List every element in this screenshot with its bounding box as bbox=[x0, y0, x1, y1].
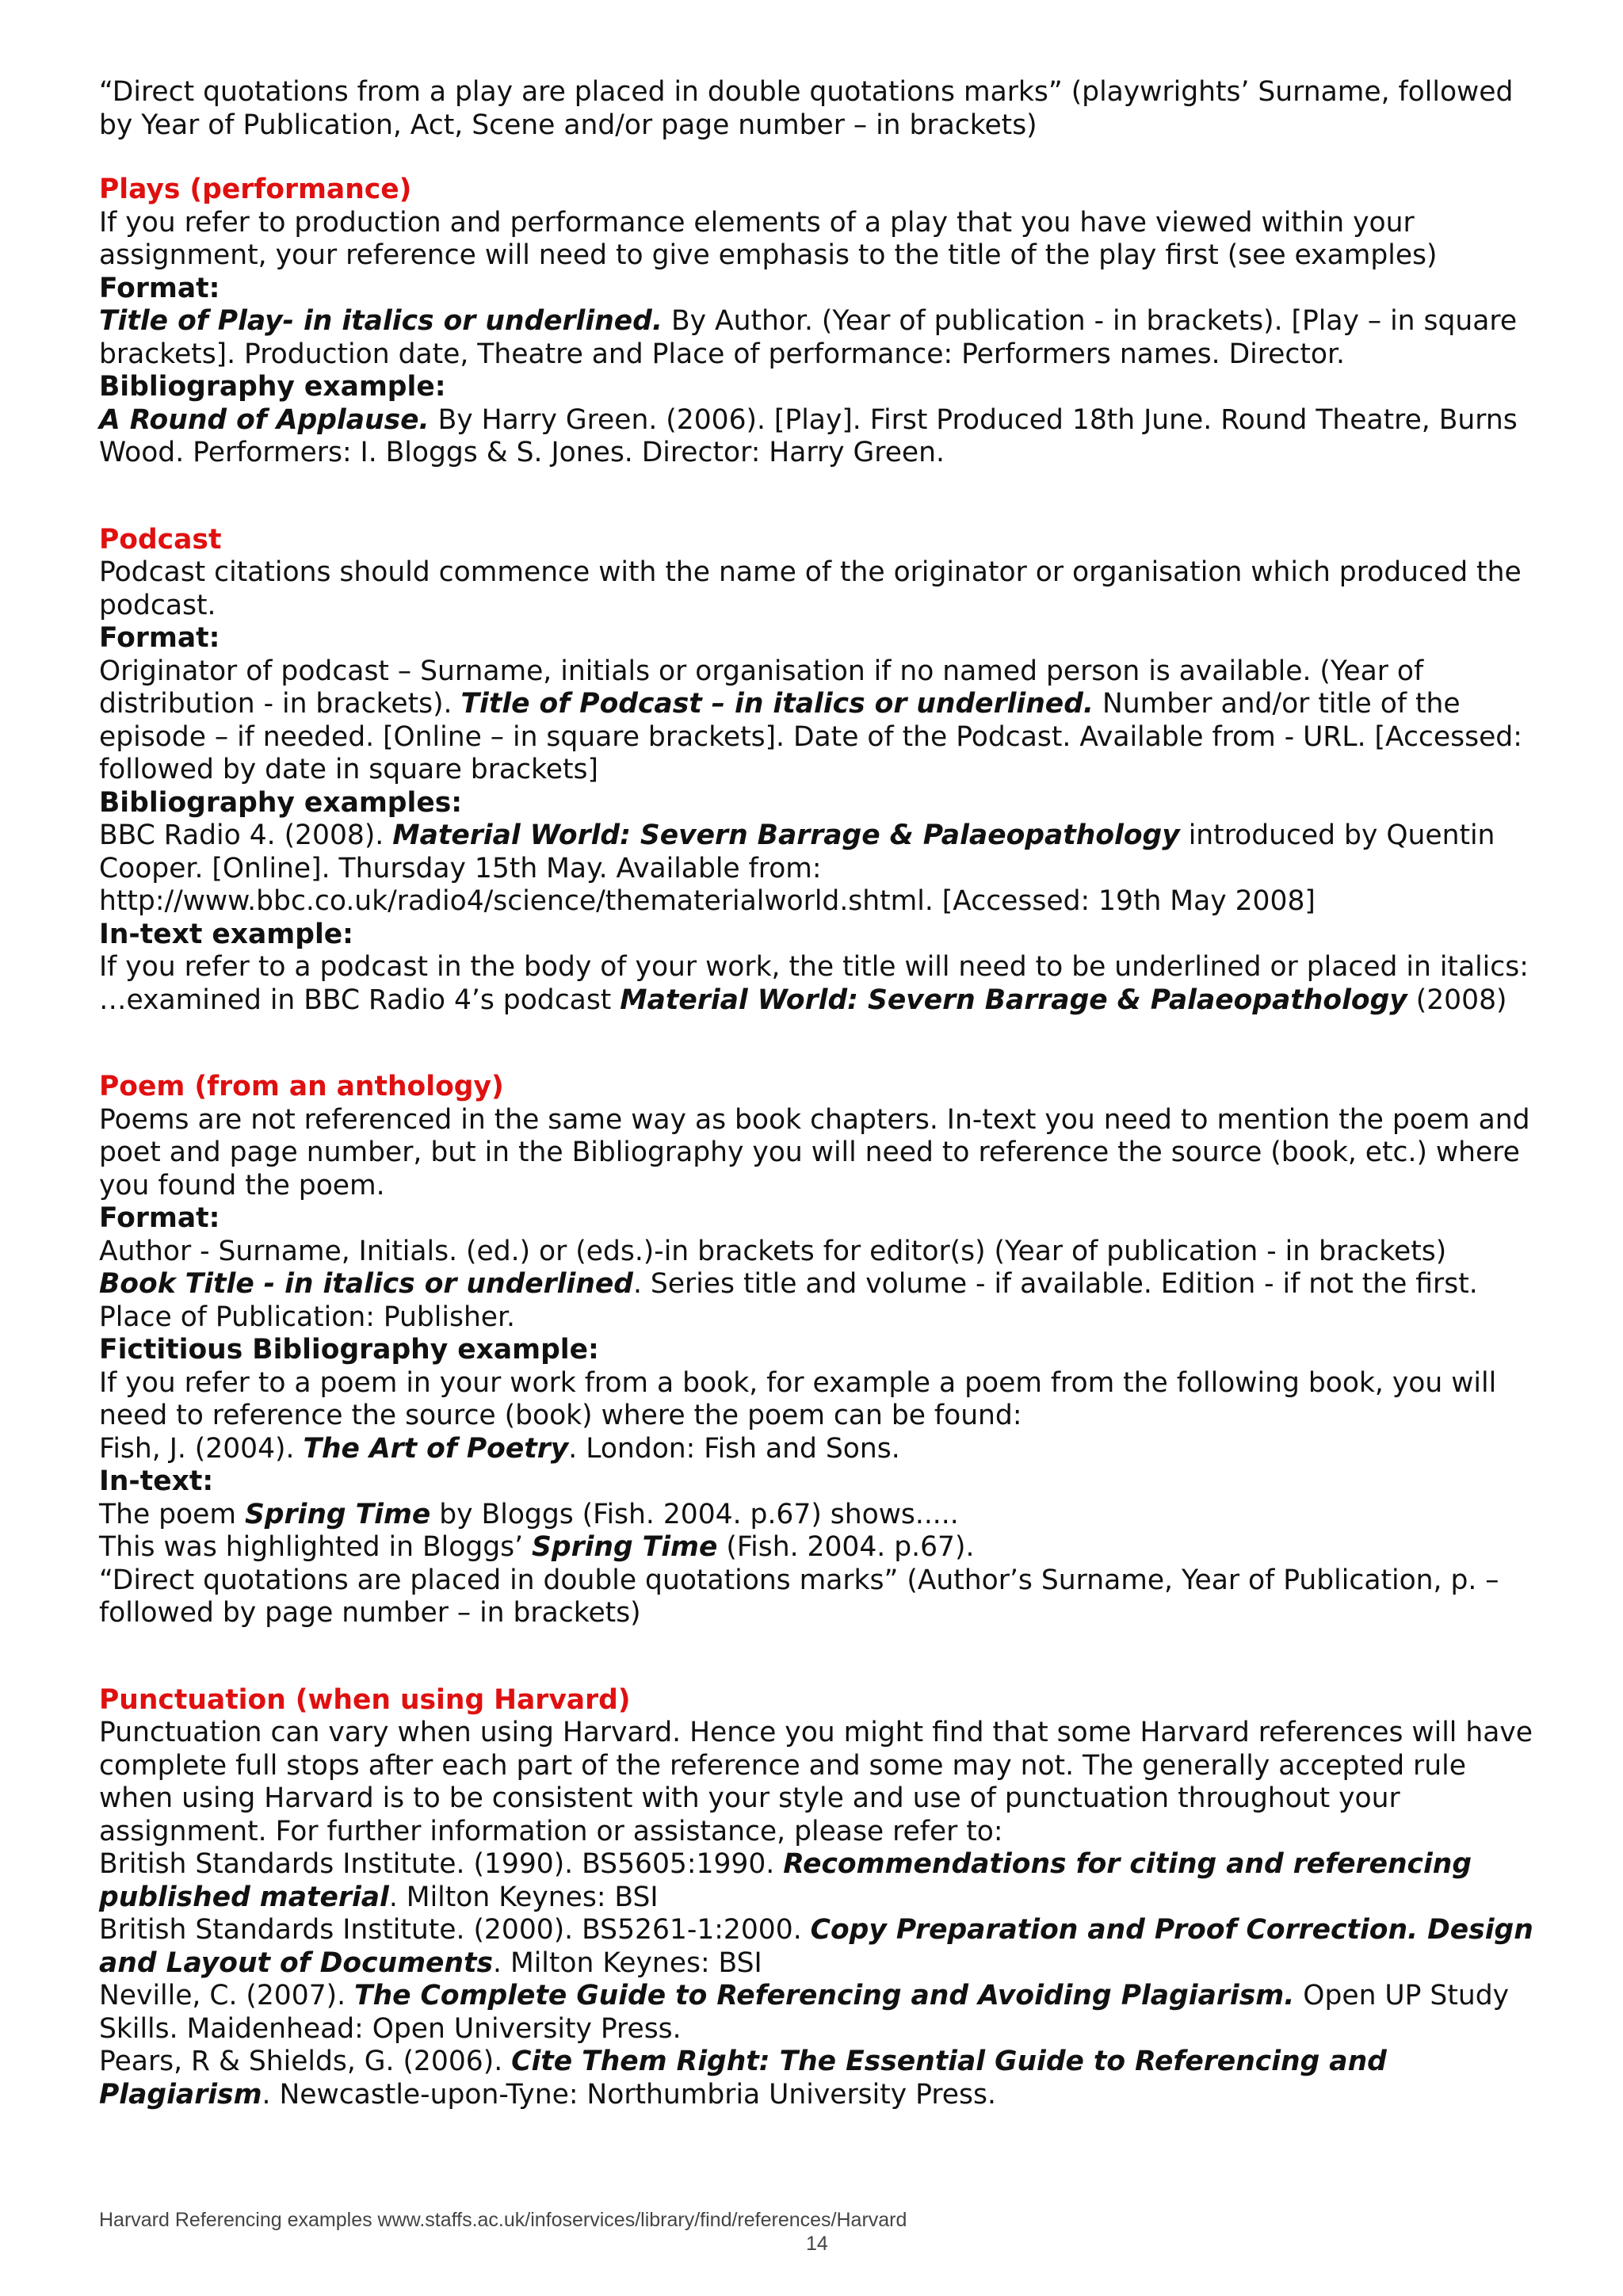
podcast-example-title: Material World: Severn Barrage & Palaeopathology bbox=[392, 819, 1180, 851]
reference-author: British Standards Institute. (1990). BS5605:1990. bbox=[99, 1848, 784, 1880]
podcast-intext-desc: If you refer to a podcast in the body of your work, the title will need to be underlined or placed in italics: bbox=[99, 951, 1529, 983]
page-footer bbox=[99, 2208, 1526, 2256]
reference-title: The Complete Guide to Referencing and Avoiding Plagiarism. bbox=[354, 1980, 1295, 2011]
plays-format bbox=[99, 305, 1541, 371]
podcast-intro: Podcast citations should commence with the name of the originator or organisation which produced the podcast. bbox=[99, 556, 1522, 621]
poem-format-rest: . Series title and volume - if available. Edition - if not the first. Place of Publication: Publisher. bbox=[99, 1268, 1478, 1333]
reference-publisher: . Milton Keynes: BSI bbox=[388, 1881, 659, 1913]
section-heading-plays: Plays (performance) bbox=[99, 174, 412, 205]
poem-example-b: . London: Fish and Sons. bbox=[568, 1432, 900, 1465]
podcast-intext-b: (2008) bbox=[1407, 984, 1507, 1016]
poem-intext-1-title: Spring Time bbox=[244, 1498, 431, 1530]
podcast-intext-title: Material World: Severn Barrage & Palaeopathology bbox=[620, 984, 1407, 1016]
podcast-format-a: Originator of podcast – Surname, initials or organisation if no named person is available. (Year of distribution - in brackets). bbox=[99, 655, 1424, 720]
reference-title: Recommendations for citing and referencing published material bbox=[99, 1848, 1472, 1913]
podcast-format-title: Title of Podcast – in italics or underlined. bbox=[460, 688, 1094, 720]
podcast-example-a: BBC Radio 4. (2008). bbox=[99, 819, 393, 851]
poem-intext-1 bbox=[99, 1499, 1541, 1532]
poem-example-label: Fictitious Bibliography example: bbox=[99, 1334, 599, 1366]
reference-publisher: Open UP Study Skills. Maidenhead: Open University Press. bbox=[99, 1980, 1510, 2045]
poem-example-desc: If you refer to a poem in your work from a book, for example a poem from the following book, you will need to reference the source (book) where the poem can be found: bbox=[99, 1366, 1497, 1431]
reference-publisher: . Milton Keynes: BSI bbox=[493, 1946, 762, 1979]
reference-author: Neville, C. (2007). bbox=[99, 1980, 355, 2011]
poem-example bbox=[99, 1433, 1541, 1466]
podcast-intext-label: In-text example: bbox=[99, 918, 353, 950]
plays-format-title: Title of Play- in italics or underlined. bbox=[99, 305, 663, 337]
poem-intext-label: In-text: bbox=[99, 1465, 214, 1497]
section-podcast bbox=[99, 524, 1541, 1018]
poem-quotation-rule: “Direct quotations are placed in double quotations marks” (Author’s Surname, Year of Publication, p. – followed by page number – in brackets) bbox=[99, 1564, 1499, 1629]
reference-title: Cite Them Right: The Essential Guide to Referencing and Plagiarism bbox=[99, 2046, 1387, 2111]
reference-entry bbox=[99, 2046, 1541, 2111]
section-heading-poem: Poem (from an anthology) bbox=[99, 1071, 504, 1102]
poem-intext-1-a: The poem bbox=[99, 1498, 245, 1530]
poem-intext-1-b: by Bloggs (Fish. 2004. p.67) shows..... bbox=[430, 1498, 959, 1530]
plays-format-rest: By Author. (Year of publication - in brackets). [Play – in square brackets]. Production date, Theatre and Place of performance: Performers names. Director. bbox=[99, 305, 1518, 370]
poem-format bbox=[99, 1268, 1541, 1334]
plays-example bbox=[99, 404, 1541, 470]
plays-example-rest: By Harry Green. (2006). [Play]. First Produced 18th June. Round Theatre, Burns Wood. Performers: I. Bloggs & S. Jones. Director: Harry Green. bbox=[99, 403, 1518, 468]
page-number: 14 bbox=[806, 2233, 828, 2255]
plays-intro: If you refer to production and performance elements of a play that you have viewed within your assignment, your reference will need to give emphasis to the title of the play first (see examples) bbox=[99, 206, 1438, 271]
poem-intro: Poems are not referenced in the same way as book chapters. In-text you need to mention the poem and poet and page number, but in the Bibliography you will need to reference the source (book, etc.) where you found the poem. bbox=[99, 1103, 1530, 1201]
document-body bbox=[99, 76, 1541, 2111]
plays-example-label: Bibliography example: bbox=[99, 371, 446, 403]
reference-entry bbox=[99, 1980, 1541, 2046]
punctuation-intro: Punctuation can vary when using Harvard. Hence you might find that some Harvard references will have complete full stops after each part of the reference and some may not. The generally accepted rule when using Harvard is to be consistent with your style and use of punctuation throughout your assignment. For further information or assistance, please refer to: bbox=[99, 1717, 1533, 1847]
reference-author: British Standards Institute. (2000). BS5261-1:2000. bbox=[99, 1914, 811, 1946]
podcast-format-b: Number and/or title of the episode – if needed. [Online – in square brackets]. Date of the Podcast. Available from - URL. [Accessed: followed by date in square brackets] bbox=[99, 688, 1522, 785]
section-plays bbox=[99, 174, 1541, 470]
section-heading-podcast: Podcast bbox=[99, 523, 222, 556]
podcast-intext bbox=[99, 984, 1541, 1018]
podcast-format bbox=[99, 655, 1541, 787]
play-quotation-rule: “Direct quotations from a play are placed in double quotations marks” (playwrights’ Surname, followed by Year of Publication, Act, Scene and/or page number – in brackets) bbox=[99, 76, 1514, 141]
plays-example-title: A Round of Applause. bbox=[99, 403, 430, 436]
plays-format-label: Format: bbox=[99, 272, 220, 304]
poem-intext-2-title: Spring Time bbox=[532, 1531, 718, 1563]
poem-intext-2-a: This was highlighted in Bloggs’ bbox=[99, 1531, 533, 1563]
podcast-intext-a: …examined in BBC Radio 4’s podcast bbox=[99, 984, 621, 1016]
section-heading-punctuation: Punctuation (when using Harvard) bbox=[99, 1683, 631, 1716]
poem-intext-2 bbox=[99, 1531, 1541, 1564]
poem-format-title: Book Title - in italics or underlined bbox=[99, 1268, 633, 1300]
reference-entry bbox=[99, 1914, 1541, 1980]
podcast-examples-label: Bibliography examples: bbox=[99, 786, 463, 819]
poem-example-title: The Art of Poetry bbox=[303, 1432, 569, 1465]
poem-format-line1: Author - Surname, Initials. (ed.) or (eds.)-in brackets for editor(s) (Year of publication - in brackets) bbox=[99, 1235, 1447, 1267]
section-punctuation bbox=[99, 1684, 1541, 2112]
poem-example-a: Fish, J. (2004). bbox=[99, 1432, 304, 1465]
podcast-example bbox=[99, 819, 1541, 919]
reference-publisher: . Newcastle-upon-Tyne: Northumbria University Press. bbox=[262, 2078, 996, 2111]
poem-format-label: Format: bbox=[99, 1202, 220, 1234]
section-poem bbox=[99, 1071, 1541, 1630]
footer-text: Harvard Referencing examples www.staffs.ac.uk/infoservices/library/find/references/Harvard bbox=[99, 2209, 907, 2231]
reference-title: Copy Preparation and Proof Correction. Design and Layout of Documents bbox=[99, 1914, 1533, 1979]
reference-author: Pears, R & Shields, G. (2006). bbox=[99, 2046, 512, 2077]
poem-intext-2-b: (Fish. 2004. p.67). bbox=[717, 1531, 975, 1563]
reference-entry bbox=[99, 1848, 1541, 1914]
podcast-format-label: Format: bbox=[99, 622, 220, 654]
podcast-example-b: introduced by Quentin Cooper. [Online]. Thursday 15th May. Available from: http://www.bbc.co.uk/radio4/science/thematerialworld.shtml. [Accessed: 19th May 2008] bbox=[99, 819, 1495, 917]
